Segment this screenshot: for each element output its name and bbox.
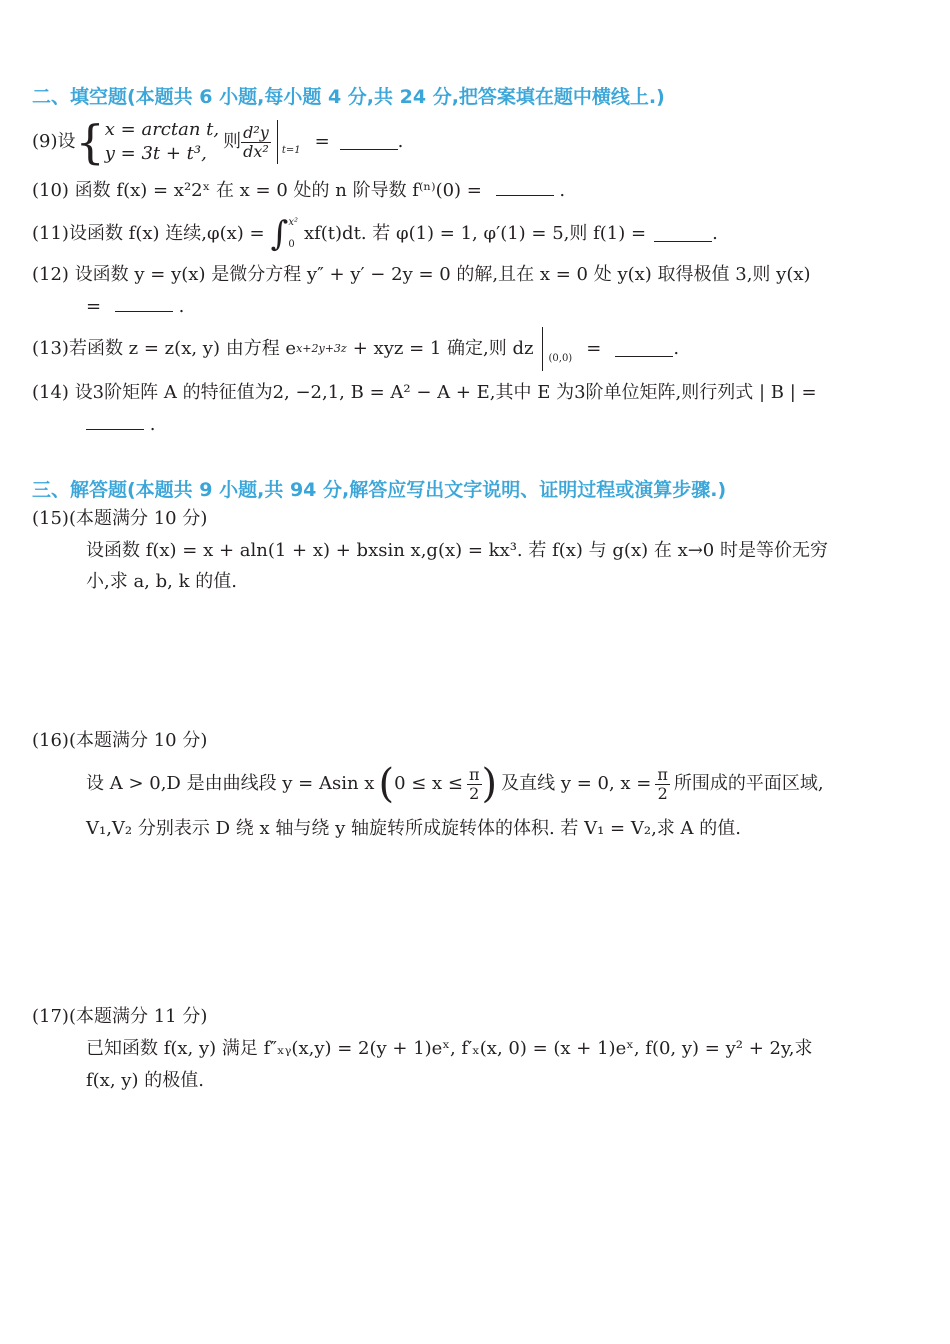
q13-period: . <box>673 338 680 359</box>
q14-answer-blank[interactable] <box>86 415 144 430</box>
q9-equals: = <box>314 131 330 152</box>
q11-lower-limit: 0 <box>288 239 295 250</box>
q9-label: (9)设 <box>32 131 76 152</box>
q13-exponent: x+2y+3z <box>296 342 347 355</box>
q16-header: (16)(本题满分 10 分) <box>32 730 208 751</box>
q10-label: (10) <box>32 180 69 201</box>
q14-text: 设3阶矩阵 A 的特征值为2, −2,1, B = A² − A + E,其中 E 为3阶单位矩阵,则行列式 | B | = <box>74 382 817 403</box>
question-9 <box>32 116 403 168</box>
q12-text: 设函数 y = y(x) 是微分方程 y″ + y′ − 2y = 0 的解,且在 x = 0 处 y(x) 取得极值 3,则 y(x) <box>74 264 811 285</box>
q17-line-1: 已知函数 f(x, y) 满足 f″ₓᵧ(x,y) = 2(y + 1)eˣ, f′ₓ(x, 0) = (x + 1)eˣ, f(0, y) = y² + 2y,求 <box>86 1038 813 1059</box>
q13-equals: = <box>586 338 602 359</box>
q9-frac-denominator: dx² <box>243 141 269 161</box>
q13-text-2: + xyz = 1 确定,则 dz <box>352 338 534 359</box>
q11-upper-limit: x² <box>288 217 298 228</box>
q13-text: 若函数 z = z(x, y) 由方程 e <box>68 338 297 359</box>
system-brace: { <box>75 115 105 169</box>
q12-answer-blank[interactable] <box>115 297 173 312</box>
q12-equals: = <box>86 296 102 317</box>
question-14-continued <box>86 414 155 436</box>
q16-text-a: 设 A > 0,D 是由曲线段 y = Asin x <box>86 773 375 794</box>
q12-label: (12) <box>32 264 69 285</box>
q15-line-1: 设函数 f(x) = x + aln(1 + x) + bxsin x,g(x) = kx³. 若 f(x) 与 g(x) 在 x→0 时是等价无穷 <box>86 540 828 561</box>
q14-period: . <box>149 414 156 435</box>
q17-header: (17)(本题满分 11 分) <box>32 1006 208 1027</box>
q10-period: . <box>559 180 566 201</box>
q9-system-line-1: x = arctan t, <box>104 119 220 140</box>
q10-text: 函数 f(x) = x²2ˣ 在 x = 0 处的 n 阶导数 f⁽ⁿ⁾(0) = <box>74 180 482 201</box>
q16-pi-over-2-second <box>655 766 670 803</box>
q13-label: (13) <box>32 338 69 359</box>
evaluation-bar <box>542 327 543 371</box>
q9-frac-numerator: d²y <box>243 122 269 142</box>
q9-period: . <box>397 131 404 152</box>
two-denominator: 2 <box>469 783 480 803</box>
left-paren: ( <box>378 761 395 807</box>
q13-answer-blank[interactable] <box>615 342 673 357</box>
question-11 <box>32 212 718 256</box>
q11-period: . <box>712 223 718 244</box>
q17-line-2: f(x, y) 的极值. <box>86 1070 204 1091</box>
q15-line-2: 小,求 a, b, k 的值. <box>86 571 237 592</box>
two-denominator: 2 <box>657 783 668 803</box>
q9-derivative-fraction <box>241 124 271 161</box>
q16-text-c: 所围成的平面区域, <box>673 773 824 794</box>
right-paren: ) <box>481 761 498 807</box>
q15-header: (15)(本题满分 10 分) <box>32 508 208 529</box>
q16-line-2: V₁,V₂ 分别表示 D 绕 x 轴与绕 y 轴旋转所成旋转体的体积. 若 V₁ = V₂,求 A 的值. <box>86 818 741 839</box>
pi-numerator: π <box>469 764 480 784</box>
q9-then: 则 <box>223 131 242 152</box>
integral-sign: ∫ <box>270 214 289 254</box>
q11-text-after: xf(t)dt. 若 φ(1) = 1, φ′(1) = 5,则 f(1) = <box>303 223 647 244</box>
q11-answer-blank[interactable] <box>654 227 712 242</box>
pi-numerator: π <box>657 764 668 784</box>
q16-interval: 0 ≤ x ≤ <box>394 773 463 794</box>
evaluation-bar <box>277 120 278 164</box>
q9-system-line-2: y = 3t + t³, <box>104 143 207 164</box>
q16-text-b: 及直线 y = 0, x = <box>501 773 652 794</box>
q9-answer-blank[interactable] <box>340 135 398 150</box>
question-12 <box>32 264 811 286</box>
q11-label: (11) <box>32 223 69 244</box>
question-10 <box>32 180 565 202</box>
q10-answer-blank[interactable] <box>496 181 554 196</box>
q11-text-before: 设函数 f(x) 连续,φ(x) = <box>68 223 265 244</box>
question-14 <box>32 382 817 404</box>
q12-period: . <box>178 296 185 317</box>
q11-integral-limits <box>288 212 298 256</box>
q9-eval-point: t=1 <box>281 145 301 156</box>
section-3-title: 三、解答题(本题共 9 小题,共 94 分,解答应写出文字说明、证明过程或演算步骤.) <box>32 479 727 501</box>
q16-pi-over-2 <box>467 766 482 803</box>
question-13 <box>32 326 679 372</box>
section-2-title: 二、填空题(本题共 6 小题,每小题 4 分,共 24 分,把答案填在题中横线上.) <box>32 86 665 108</box>
q13-eval-point: (0,0) <box>548 353 573 364</box>
q14-label: (14) <box>32 382 69 403</box>
q9-system <box>105 118 219 166</box>
q16-line-1 <box>86 762 824 806</box>
question-12-continued <box>86 296 184 318</box>
